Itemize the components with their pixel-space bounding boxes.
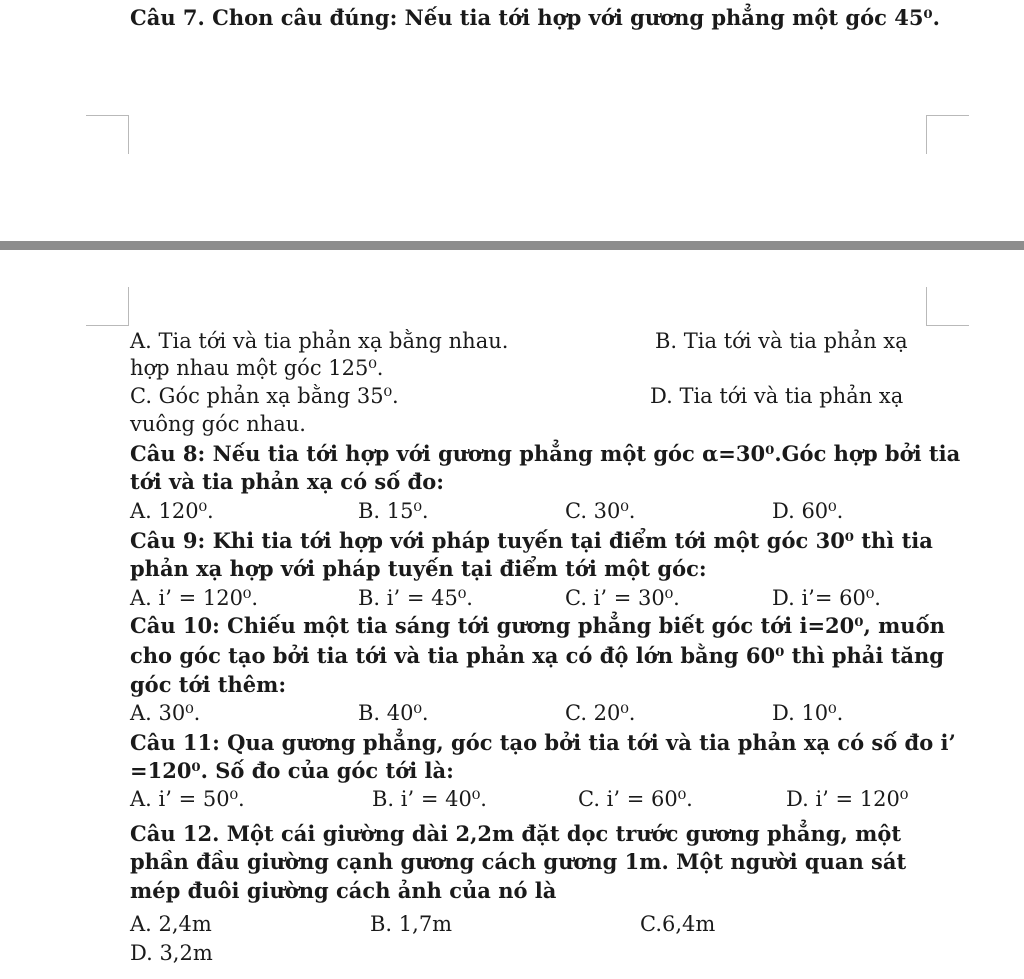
q10-option-c: C. 20⁰. [565,701,636,725]
page-separator [0,241,1024,250]
q12-option-d: D. 3,2m [130,941,213,965]
q9-option-c: C. i’ = 30⁰. [565,586,680,610]
q12-option-a: A. 2,4m [130,912,212,936]
question-10-line-3: góc tới thêm: [130,672,287,697]
q8-option-d: D. 60⁰. [772,499,844,523]
question-8-line-1: Câu 8: Nếu tia tới hợp với gương phẳng một góc α=30⁰.Góc hợp bởi tia [130,441,961,466]
question-8-line-2: tới và tia phản xạ có số đo: [130,469,444,494]
question-9-line-2: phản xạ hợp với pháp tuyến tại điểm tới một góc: [130,556,707,581]
q8-option-a: A. 120⁰. [130,499,214,523]
q12-option-b: B. 1,7m [370,912,453,936]
question-9-line-1: Câu 9: Khi tia tới hợp với pháp tuyến tại điểm tới một góc 30⁰ thì tia [130,528,933,553]
crop-mark-bottom-left [86,287,129,326]
question-7-header: Câu 7. Chon câu đúng: Nếu tia tới hợp với gương phẳng một góc 45⁰. [130,5,940,30]
q10-option-b: B. 40⁰. [358,701,429,725]
q11-option-d: D. i’ = 120⁰ [786,787,909,811]
q7-option-b-continued: hợp nhau một góc 125⁰. [130,356,384,380]
q8-option-b: B. 15⁰. [358,499,429,523]
q12-option-c: C.6,4m [640,912,716,936]
question-11-line-2: =120⁰. Số đo của góc tới là: [130,758,454,783]
question-11-line-1: Câu 11: Qua gương phẳng, góc tạo bởi tia tới và tia phản xạ có số đo i’ [130,730,956,755]
crop-mark-top-left [86,115,129,154]
q9-option-a: A. i’ = 120⁰. [130,586,259,610]
q9-option-d: D. i’= 60⁰. [772,586,881,610]
question-12-line-3: mép đuôi giường cách ảnh của nó là [130,878,557,903]
q7-option-b: B. Tia tới và tia phản xạ [655,329,908,353]
q10-option-d: D. 10⁰. [772,701,844,725]
question-12-line-2: phần đầu giường cạnh gương cách gương 1m. Một người quan sát [130,849,907,874]
crop-mark-bottom-right [926,287,969,326]
q7-option-d-continued: vuông góc nhau. [130,412,306,436]
q11-option-b: B. i’ = 40⁰. [372,787,487,811]
q7-option-d: D. Tia tới và tia phản xạ [650,384,904,408]
q9-option-b: B. i’ = 45⁰. [358,586,473,610]
crop-mark-top-right [926,115,969,154]
question-12-line-1: Câu 12. Một cái giường dài 2,2m đặt dọc trước gương phẳng, một [130,821,902,846]
q11-option-c: C. i’ = 60⁰. [578,787,693,811]
q10-option-a: A. 30⁰. [130,701,201,725]
question-10-line-2: cho góc tạo bởi tia tới và tia phản xạ có độ lớn bằng 60⁰ thì phải tăng [130,643,944,668]
question-10-line-1: Câu 10: Chiếu một tia sáng tới gương phẳng biết góc tới i=20⁰, muốn [130,613,945,638]
q7-option-c: C. Góc phản xạ bằng 35⁰. [130,384,399,408]
q7-option-a: A. Tia tới và tia phản xạ bằng nhau. [130,329,509,353]
q8-option-c: C. 30⁰. [565,499,636,523]
q11-option-a: A. i’ = 50⁰. [130,787,245,811]
